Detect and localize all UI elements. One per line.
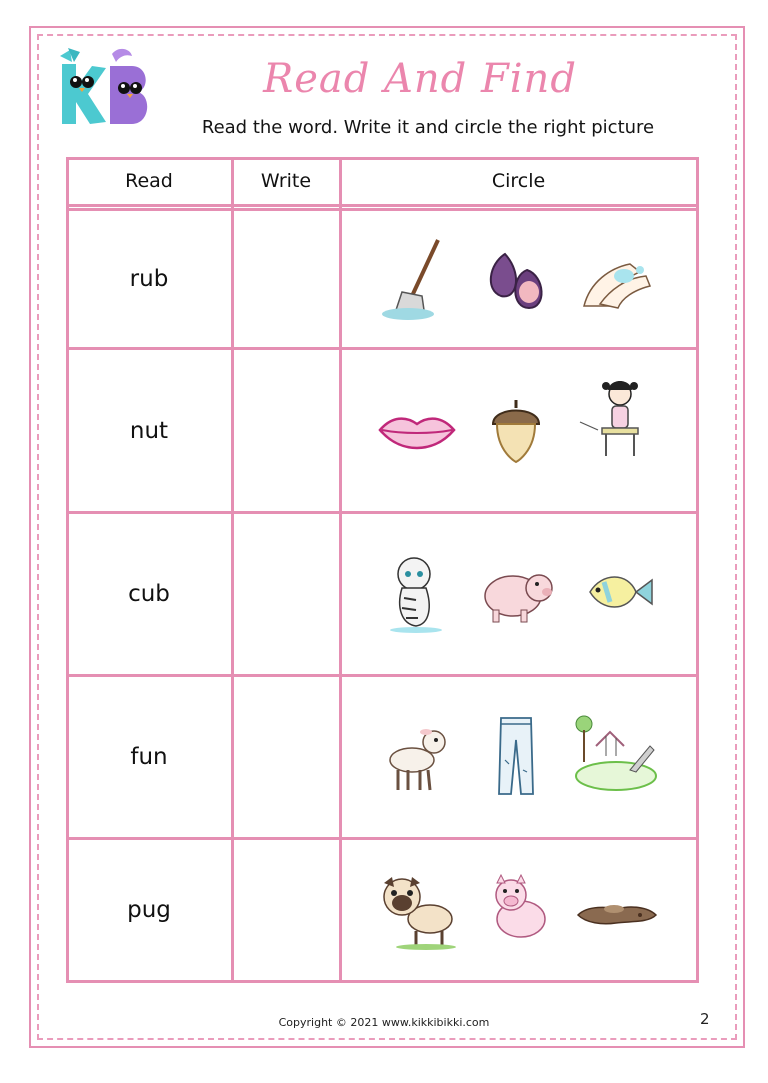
write-answer-cell[interactable] bbox=[232, 350, 340, 511]
instruction-text: Read the word. Write it and circle the right picture bbox=[201, 117, 655, 138]
pig-icon[interactable] bbox=[471, 548, 561, 638]
copyright-footer: Copyright © 2021 www.kikkibikki.com bbox=[278, 1016, 490, 1029]
figs-icon[interactable] bbox=[471, 234, 561, 324]
page-title: Read And Find bbox=[263, 56, 577, 102]
write-answer-cell[interactable] bbox=[232, 514, 340, 674]
read-word: fun bbox=[130, 744, 168, 770]
page-number: 2 bbox=[700, 1010, 710, 1028]
mud-puddle-icon[interactable] bbox=[570, 865, 660, 955]
pug-dog-icon[interactable] bbox=[372, 865, 462, 955]
kb-logo-icon bbox=[52, 44, 156, 132]
tiger-cub-icon[interactable] bbox=[372, 548, 462, 638]
write-answer-cell[interactable] bbox=[232, 677, 340, 837]
acorn-icon[interactable] bbox=[471, 386, 561, 476]
read-word: pug bbox=[127, 897, 171, 923]
read-word: cub bbox=[128, 581, 170, 607]
fish-icon[interactable] bbox=[570, 548, 660, 638]
girl-sitting-icon[interactable] bbox=[570, 376, 660, 466]
read-word: rub bbox=[129, 266, 169, 292]
column-header-write: Write bbox=[260, 170, 312, 192]
worksheet-table bbox=[66, 157, 699, 983]
write-answer-cell[interactable] bbox=[232, 211, 340, 347]
column-header-read: Read bbox=[125, 170, 173, 192]
piglet-icon[interactable] bbox=[471, 865, 561, 955]
lamb-icon[interactable] bbox=[372, 710, 462, 800]
write-answer-cell[interactable] bbox=[232, 840, 340, 980]
lips-icon[interactable] bbox=[372, 386, 462, 476]
playground-icon[interactable] bbox=[570, 710, 660, 800]
column-header-circle: Circle bbox=[491, 170, 546, 192]
mop-icon[interactable] bbox=[372, 234, 462, 324]
jeans-icon[interactable] bbox=[471, 710, 561, 800]
table-line bbox=[696, 157, 699, 983]
read-word: nut bbox=[129, 417, 169, 444]
table-line bbox=[66, 980, 699, 983]
hands-washing-icon[interactable] bbox=[570, 234, 660, 324]
